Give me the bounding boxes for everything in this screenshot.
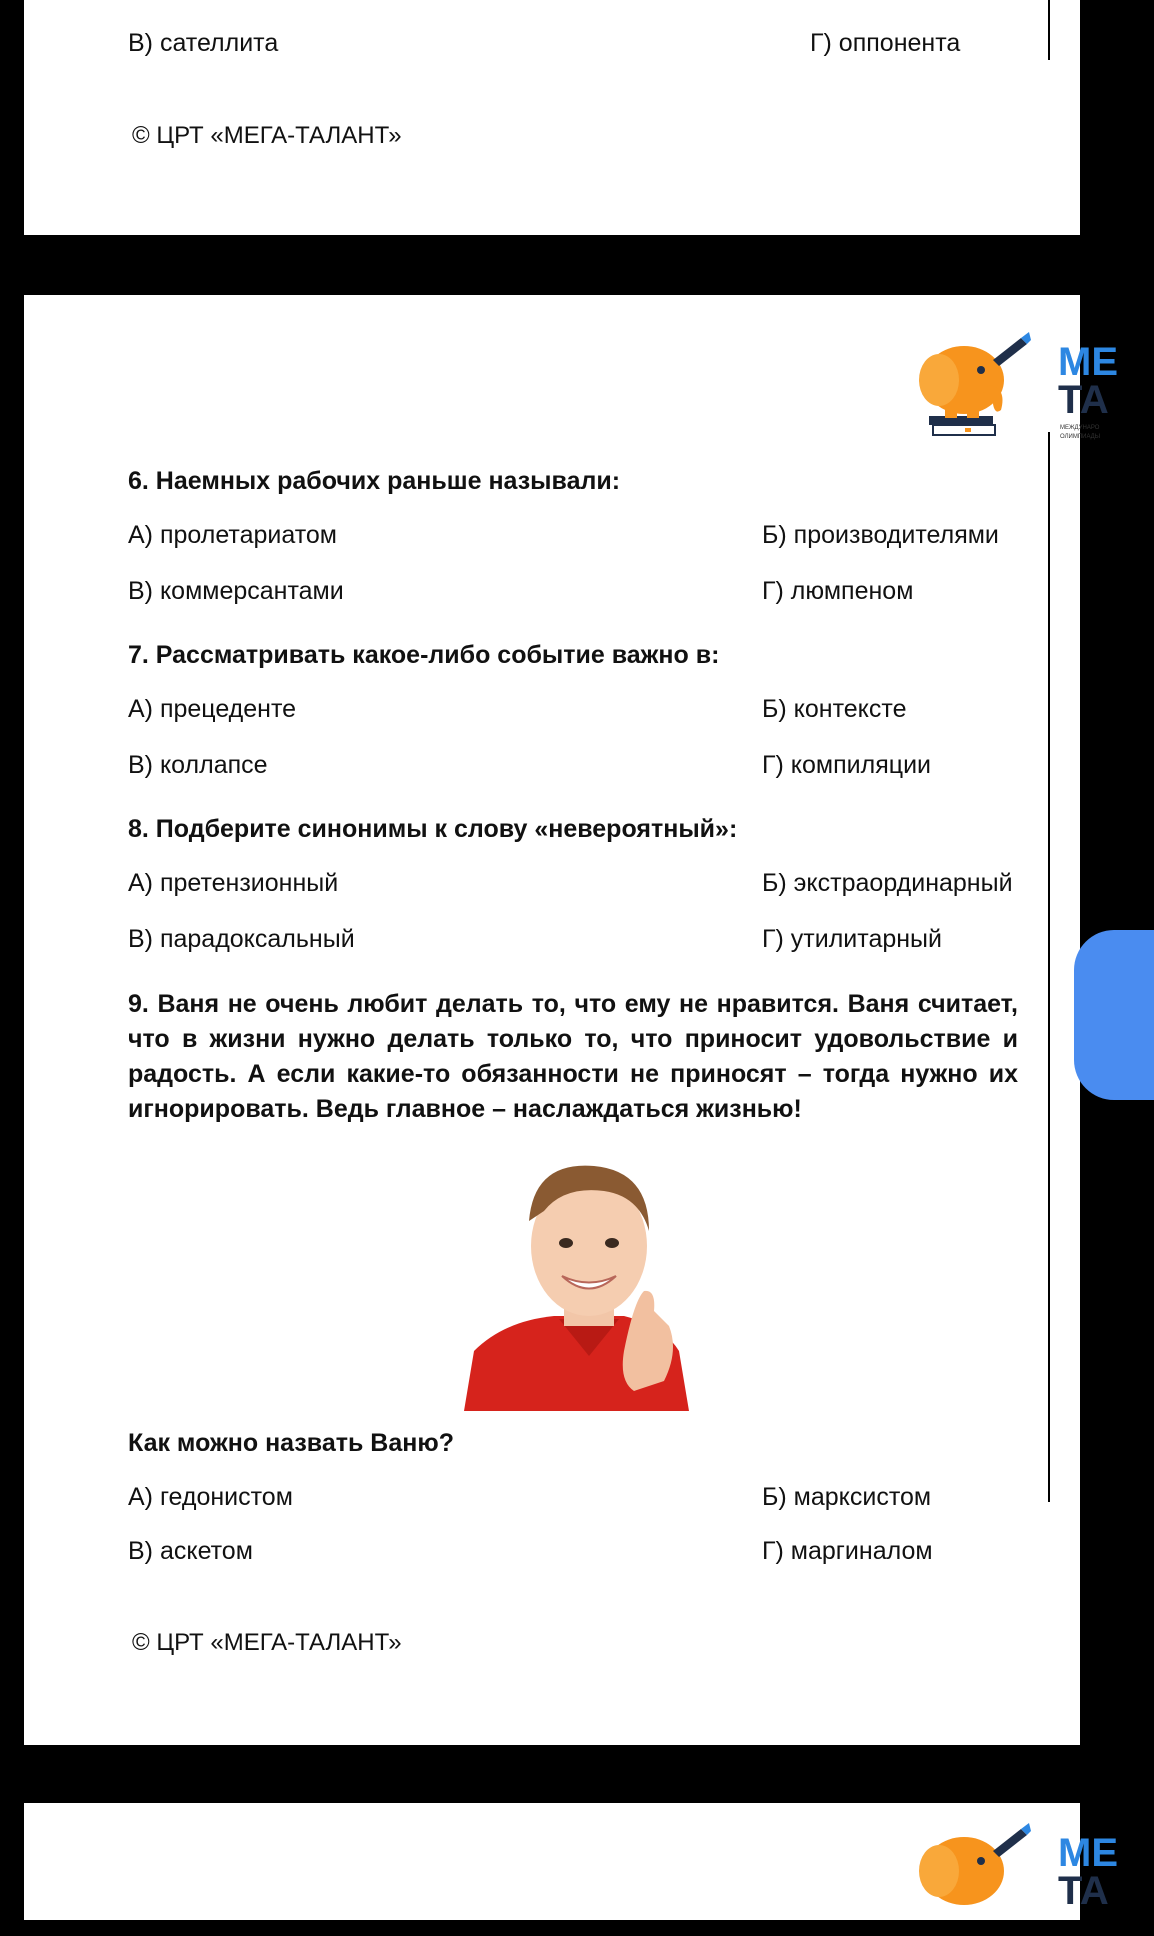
q6-option-a: А) пролетариатом <box>128 521 337 549</box>
elephant-logo-icon <box>909 330 1034 440</box>
q8-option-g: Г) утилитарный <box>762 925 942 953</box>
logo-caption-1: МЕЖДУНАРО <box>1060 425 1100 431</box>
q9-option-g: Г) маргиналом <box>762 1537 933 1565</box>
mega-talant-logo <box>909 1821 1118 1931</box>
question-7: 7. Рассматривать какое-либо событие важно в: <box>128 641 720 669</box>
question-6: 6. Наемных рабочих раньше называли: <box>128 467 621 495</box>
q6-option-g: Г) люмпеном <box>762 577 914 605</box>
q8-option-b: Б) экстраординарный <box>762 869 1013 897</box>
elephant-logo-icon <box>909 1821 1034 1931</box>
answer-option-g: Г) оппонента <box>810 29 961 57</box>
document-page-next <box>24 1803 1118 1920</box>
page-border-line <box>1048 432 1050 1502</box>
document-page-top <box>24 0 1080 235</box>
q8-option-v: В) парадоксальный <box>128 925 355 953</box>
side-scroll-tab[interactable] <box>1074 930 1154 1100</box>
page-border-line <box>1048 0 1050 60</box>
q6-option-v: В) коммерсантами <box>128 577 344 605</box>
question-8: 8. Подберите синонимы к слову «невероятный»: <box>128 815 738 843</box>
q9-option-v: В) аскетом <box>128 1537 253 1565</box>
q9-question: Как можно назвать Ваню? <box>128 1429 454 1457</box>
q8-option-a: А) претензионный <box>128 869 339 897</box>
logo-word-line2: ТА <box>1058 1869 1109 1913</box>
q9-option-b: Б) марксистом <box>762 1483 932 1511</box>
q7-option-v: В) коллапсе <box>128 751 268 779</box>
mega-talant-logo <box>909 330 1118 450</box>
q7-option-b: Б) контексте <box>762 695 907 723</box>
copyright: © ЦРТ «МЕГА-ТАЛАНТ» <box>132 122 402 149</box>
question-9: 9. Ваня не очень любит делать то, что ему не нравится. Ваня считает, что в жизни нужно делать только то, что приносит удовольствие и радость. А если какие-то обязанности не приносят – тогда нужно их игнорировать. Ведь главное – наслаждаться жизнью! <box>128 990 1018 1123</box>
q7-option-g: Г) компиляции <box>762 751 931 779</box>
boy-thumbs-up-image <box>464 1151 714 1411</box>
logo-word-line1: МЕ <box>1058 1831 1118 1875</box>
document-page <box>24 295 1118 1745</box>
copyright: © ЦРТ «МЕГА-ТАЛАНТ» <box>132 1629 402 1656</box>
q6-option-b: Б) производителями <box>762 521 999 549</box>
logo-caption-2: ОЛИМПИАДЫ <box>1060 434 1101 440</box>
logo-word-line1: МЕ <box>1058 340 1118 384</box>
q9-option-a: А) гедонистом <box>128 1483 293 1511</box>
logo-word-line2: ТА <box>1058 378 1109 422</box>
q7-option-a: А) прецеденте <box>128 695 297 723</box>
answer-option-v: В) сателлита <box>128 29 279 57</box>
